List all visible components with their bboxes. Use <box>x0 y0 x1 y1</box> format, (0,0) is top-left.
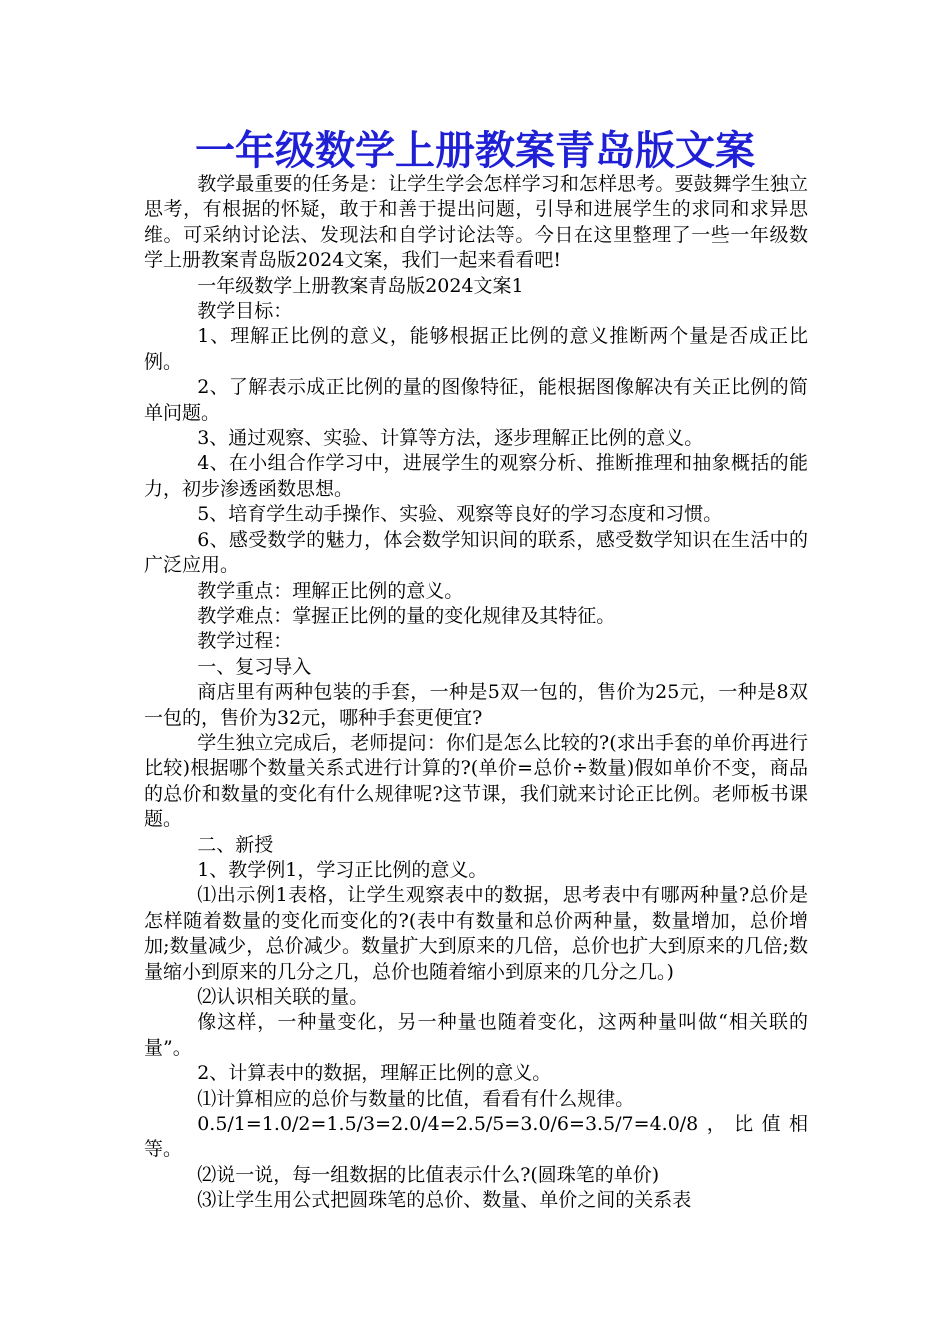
paragraph: 2、计算表中的数据，理解正比例的意义。 <box>197 1062 552 1085</box>
paragraph: 教学过程： <box>197 630 293 653</box>
paragraph: 教学难点：掌握正比例的量的变化规律及其特征。 <box>197 604 616 627</box>
paragraph: 学生独立完成后，老师提问：你们是怎么比较的?(求出手套的单价再进行比较)根据哪个数量关系式进行计算的?(单价=总价÷数量)假如单价不变，商品的总价和数量的变化有什么规律呢?这节课，我们就来讨论正比例。老师板书课题。 <box>144 731 808 831</box>
paragraph: 5、培育学生动手操作、实验、观察等良好的学习态度和习惯。 <box>197 503 723 526</box>
paragraph: 3、通过观察、实验、计算等方法，逐步理解正比例的意义。 <box>197 427 704 450</box>
paragraph: 1、教学例1，学习正比例的意义。 <box>197 858 488 881</box>
paragraph: 教学重点：理解正比例的意义。 <box>197 579 464 602</box>
paragraph: ⑵说一说，每一组数据的比值表示什么?(圆珠笔的单价) <box>197 1163 660 1186</box>
paragraph: ⑵认识相关联的量。 <box>197 986 369 1008</box>
document-body <box>144 172 808 1214</box>
paragraph: 4、在小组合作学习中，进展学生的观察分析、推断推理和抽象概括的能力，初步渗透函数思想。 <box>144 452 808 500</box>
paragraph: ⑴出示例1表格，让学生观察表中的数据，思考表中有哪两种量?总价是怎样随着数量的变化而变化的?(表中有数量和总价两种量，数量增加，总价增加;数量减少，总价减少。数量扩大到原来的几倍，总价也扩大到原来的几倍;数量缩小到原来的几分之几，总价也随着缩小到原来的几分之几。) <box>144 884 808 983</box>
paragraph: 一年级数学上册教案青岛版2024文案1 <box>197 274 524 297</box>
paragraph: 6、感受数学的魅力，体会数学知识间的联系，感受数学知识在生活中的广泛应用。 <box>144 528 808 577</box>
paragraph: ⑴计算相应的总价与数量的比值，看看有什么规律。 <box>197 1087 635 1110</box>
paragraph: ⑶让学生用公式把圆珠笔的总价、数量、单价之间的关系表 <box>197 1189 692 1212</box>
paragraph: 教学最重要的任务是：让学生学会怎样学习和怎样思考。要鼓舞学生独立思考，有根据的怀疑，敢于和善于提出问题，引导和进展学生的求同和求异思维。可采纳讨论法、发现法和自学讨论法等。今日在这里整理了一些一年级数学上册教案青岛版2024文案，我们一起来看看吧! <box>144 173 808 272</box>
paragraph: 一、复习导入 <box>197 655 312 678</box>
paragraph: 0.5/1=1.0/2=1.5/3=2.0/4=2.5/5=3.0/6=3.5/7=4.0/8，比值相等。 <box>144 1113 808 1161</box>
paragraph: 像这样，一种量变化，另一种量也随着变化，这两种量叫做“相关联的量”。 <box>144 1011 808 1059</box>
paragraph: 商店里有两种包装的手套，一种是5双一包的，售价为25元，一种是8双一包的，售价为32元，哪种手套更便宜? <box>144 681 808 729</box>
paragraph: 1、理解正比例的意义，能够根据正比例的意义推断两个量是否成正比例。 <box>144 325 808 373</box>
paragraph: 2、了解表示成正比例的量的图像特征，能根据图像解决有关正比例的简单问题。 <box>144 376 808 424</box>
page-title: 一年级数学上册教案青岛版文案 <box>195 128 755 174</box>
paragraph: 二、新授 <box>197 833 274 856</box>
paragraph: 教学目标： <box>197 300 293 323</box>
